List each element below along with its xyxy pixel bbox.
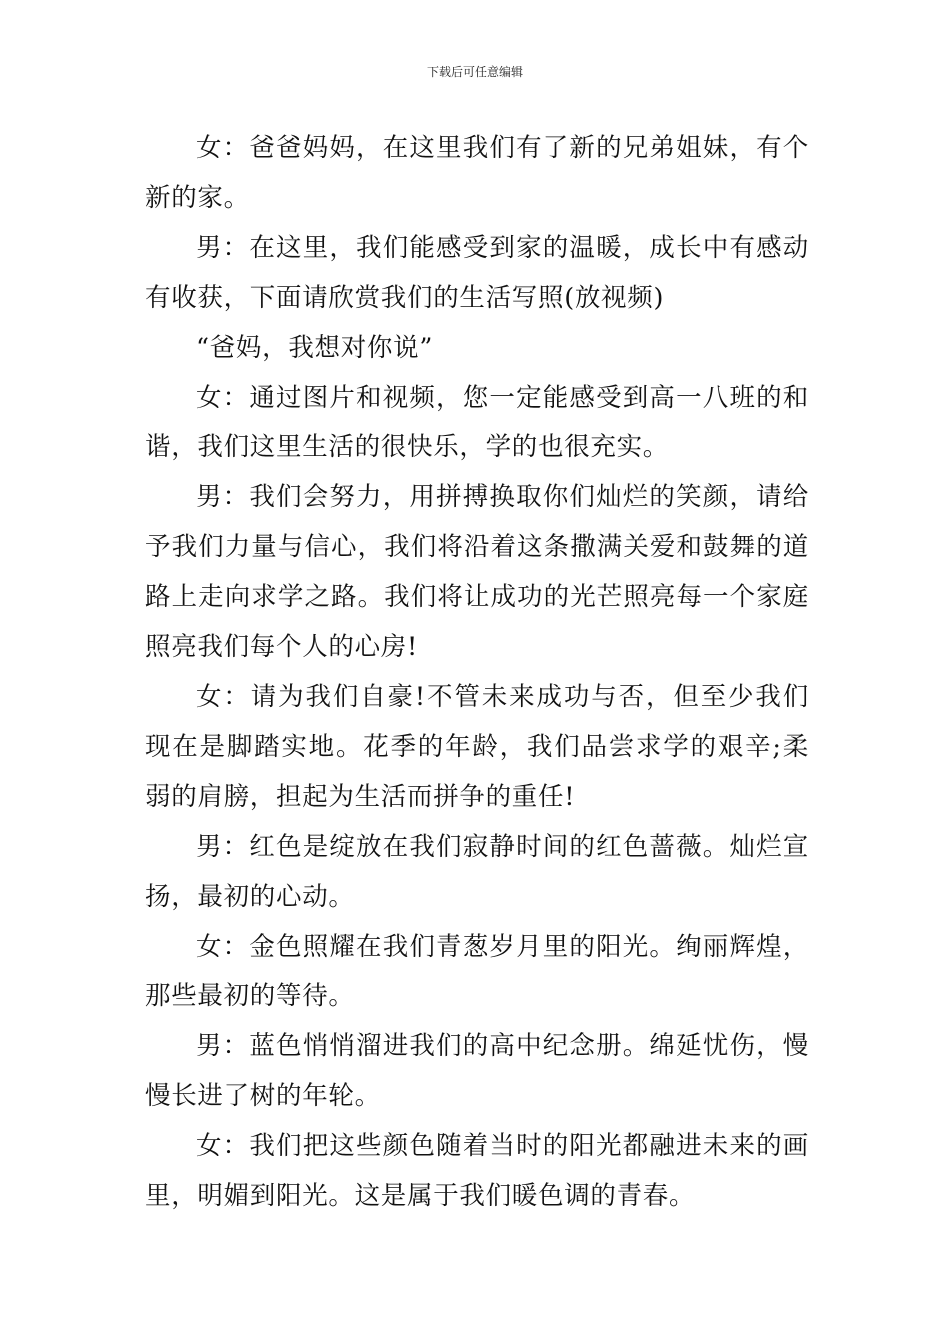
paragraph: 男：红色是绽放在我们寂静时间的红色蔷薇。灿烂宣扬，最初的心动。 <box>145 831 809 912</box>
paragraph: 女：我们把这些颜色随着当时的阳光都融进未来的画里，明媚到阳光。这是属于我们暖色调的青春。 <box>145 1131 809 1212</box>
paragraph: 女：金色照耀在我们青葱岁月里的阳光。绚丽辉煌，那些最初的等待。 <box>145 931 809 1012</box>
paragraph: 女：请为我们自豪!不管未来成功与否，但至少我们现在是脚踏实地。花季的年龄，我们品尝求学的艰辛;柔弱的肩膀，担起为生活而拼争的重任! <box>145 681 809 812</box>
paragraph: 女：爸爸妈妈，在这里我们有了新的兄弟姐妹，有个新的家。 <box>145 133 809 213</box>
paragraph: 男：在这里，我们能感受到家的温暖，成长中有感动有收获，下面请欣赏我们的生活写照(放视频) <box>145 232 809 313</box>
paragraph: 男：蓝色悄悄溜进我们的高中纪念册。绵延忧伤，慢慢长进了树的年轮。 <box>145 1031 809 1112</box>
document-body <box>145 124 809 1222</box>
paragraph: 男：我们会努力，用拼搏换取你们灿烂的笑颜，请给予我们力量与信心，我们将沿着这条撒满关爱和鼓舞的道路上走向求学之路。我们将让成功的光芒照亮每一个家庭照亮我们每个人的心房! <box>145 482 809 663</box>
paragraph: 女：通过图片和视频，您一定能感受到高一八班的和谐，我们这里生活的很快乐，学的也很充实。 <box>145 382 809 463</box>
page-header-note: 下载后可任意编辑 <box>426 65 523 79</box>
paragraph: “爸妈，我想对你说” <box>196 332 434 363</box>
